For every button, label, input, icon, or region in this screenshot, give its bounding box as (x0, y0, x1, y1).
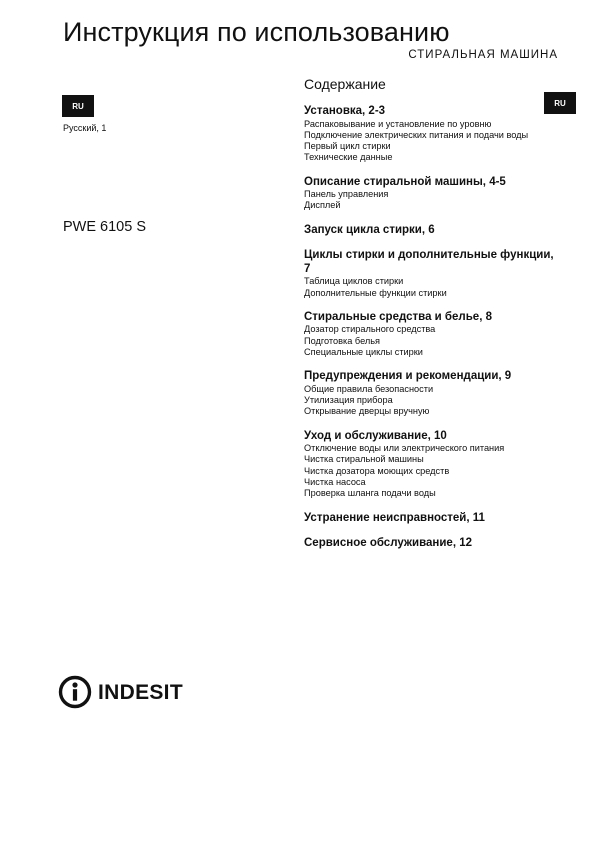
toc-subitem: Утилизация прибора (304, 395, 393, 406)
toc-subitem: Проверка шланга подачи воды (304, 488, 436, 499)
toc-subitem: Дисплей (304, 200, 341, 211)
toc-section (304, 224, 554, 238)
language-badge-right: RU (544, 92, 576, 114)
toc-section (304, 430, 554, 500)
toc-subitem: Технические данные (304, 152, 393, 163)
toc-section-title: Установка, 2-3 (304, 105, 386, 117)
toc-section (304, 249, 554, 299)
toc-subitem: Чистка дозатора моющих средств (304, 465, 450, 476)
toc-section-title: Стиральные средства и белье, 8 (304, 310, 492, 323)
toc-section (304, 105, 554, 164)
document-subtitle: СТИРАЛЬНАЯ МАШИНА (408, 49, 558, 61)
toc-subitem: Специальные циклы стирки (304, 346, 423, 357)
toc-subitem: Подготовка белья (304, 335, 380, 346)
toc-subitem: Дополнительные функции стирки (304, 287, 447, 298)
toc-section-title: Устранение неисправностей, 11 (304, 511, 485, 524)
toc-section (304, 512, 554, 526)
toc-subitem: Первый цикл стирки (304, 141, 391, 152)
language-badge-left: RU (62, 95, 94, 117)
toc-subitem: Отключение воды или электрического питания (304, 443, 505, 454)
toc-subitem: Чистка стиральной машины (304, 454, 424, 465)
toc-subitem: Распаковывание и установление по уровню (304, 118, 492, 129)
toc-subitem: Общие правила безопасности (304, 383, 434, 394)
model-number: PWE 6105 S (63, 219, 147, 235)
toc-section (304, 176, 554, 212)
toc-section-title: Предупреждения и рекомендации, 9 (304, 370, 512, 383)
toc-heading: Содержание (304, 76, 386, 92)
toc-subitem: Подключение электрических питания и подачи воды (304, 129, 529, 140)
toc-section (304, 537, 554, 551)
indesit-logo-icon (58, 675, 92, 709)
table-of-contents (304, 76, 554, 563)
brand-name: INDESIT (98, 680, 183, 704)
toc-subitem: Таблица циклов стирки (304, 276, 404, 287)
brand-logo (58, 675, 183, 709)
toc-section (304, 311, 554, 358)
document-title: Инструкция по использованию (63, 17, 450, 47)
toc-sections (304, 105, 554, 551)
toc-section-title: Сервисное обслуживание, 12 (304, 537, 473, 550)
toc-subitem: Дозатор стирального средства (304, 324, 436, 335)
toc-section (304, 370, 554, 417)
toc-subitem: Открывание дверцы вручную (304, 406, 430, 417)
toc-section-title: Описание стиральной машины, 4-5 (304, 175, 506, 188)
toc-section-title: Уход и обслуживание, 10 (304, 429, 447, 442)
toc-section-title: Запуск цикла стирки, 6 (304, 223, 435, 236)
toc-subitem: Чистка насоса (304, 477, 366, 488)
toc-subitem: Панель управления (304, 189, 389, 200)
language-page-reference: Русский, 1 (63, 123, 107, 133)
toc-section-title: Циклы стирки и дополнительные функции, 7 (304, 249, 554, 275)
